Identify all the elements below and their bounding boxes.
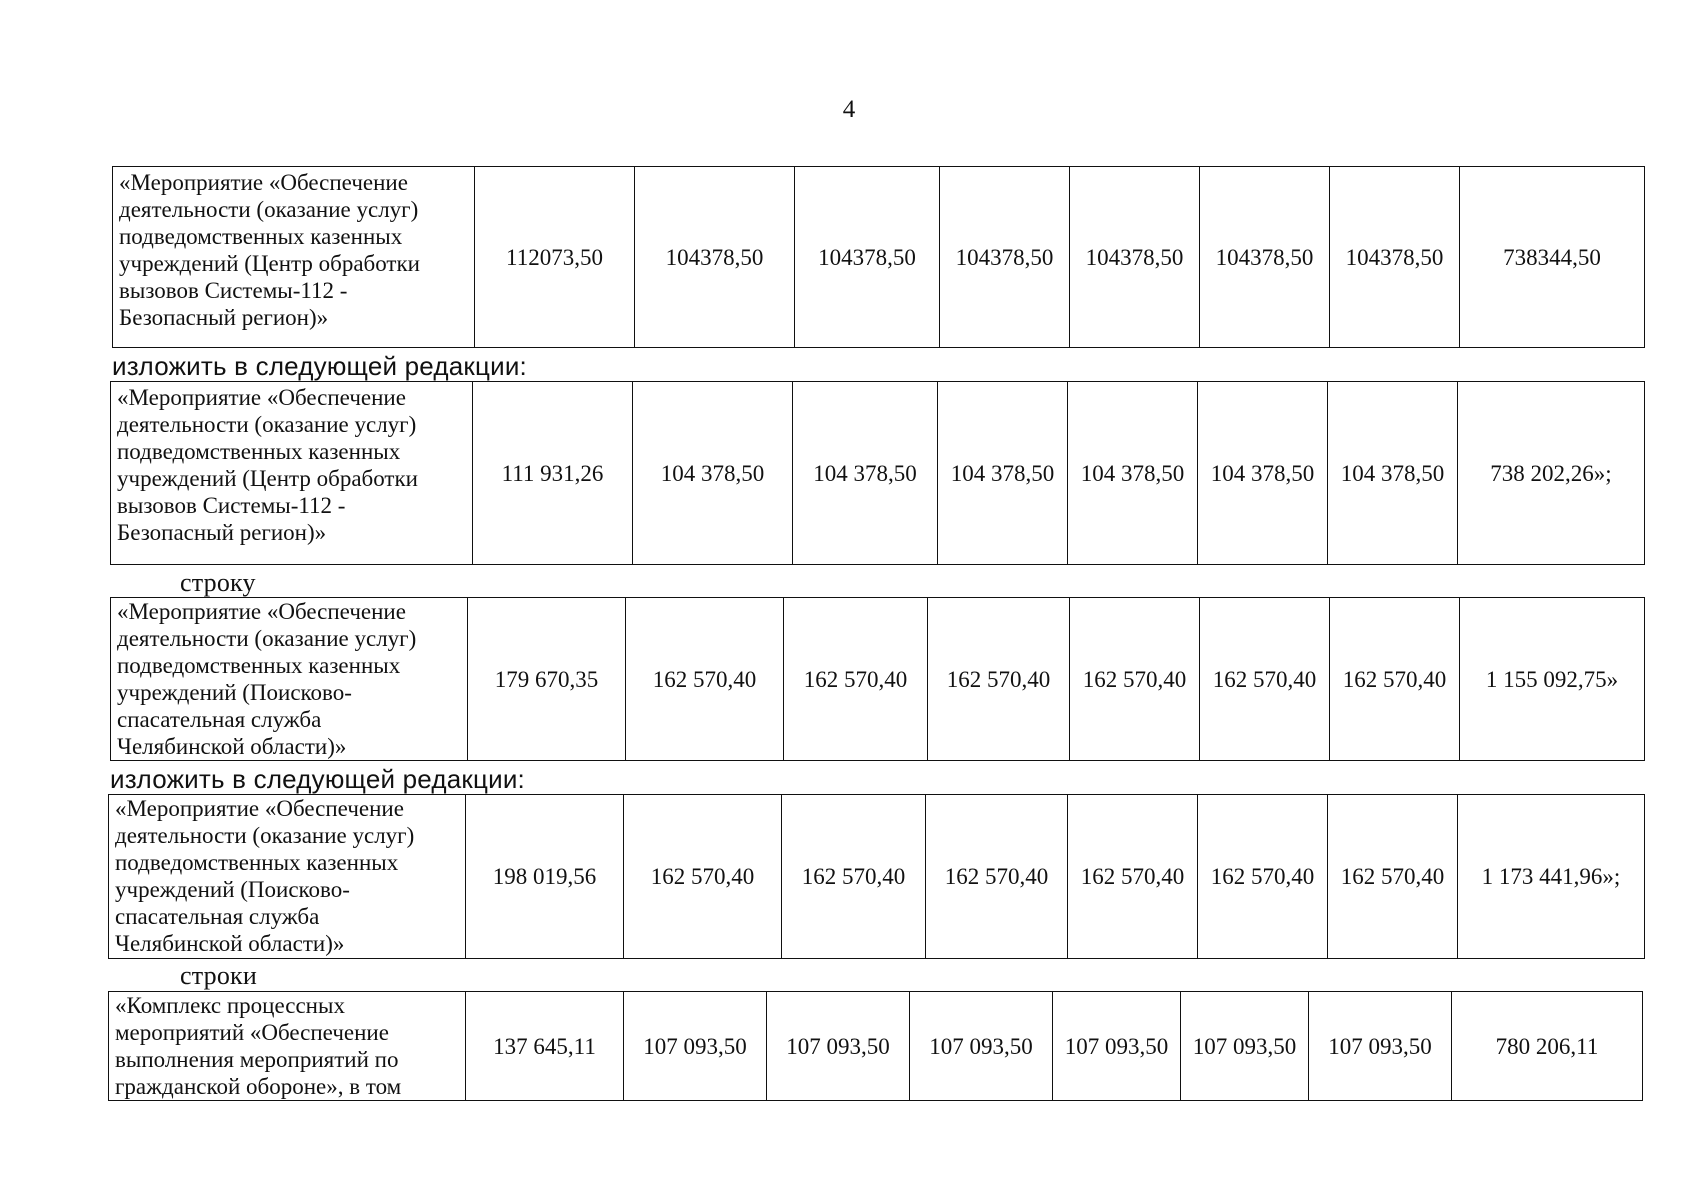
- page-number: 4: [842, 96, 856, 123]
- value-cell: 104378,50: [940, 167, 1070, 348]
- table-row-3: [110, 597, 1645, 761]
- value-cell: 162 570,40: [624, 795, 782, 959]
- value-cell: 162 570,40: [1328, 795, 1458, 959]
- label-line: Безопасный регион)»: [117, 520, 327, 545]
- row-label: [109, 992, 466, 1101]
- value-cell: 162 570,40: [926, 795, 1068, 959]
- label-line: вызовов Системы-112 -: [119, 278, 348, 303]
- total-cell: 738344,50: [1460, 167, 1645, 348]
- value-cell: 198 019,56: [466, 795, 624, 959]
- caption: изложить в следующей редакции:: [110, 764, 525, 794]
- value-cell: 104378,50: [1070, 167, 1200, 348]
- value-cell: 104378,50: [1200, 167, 1330, 348]
- label-line: учреждений (Центр обработки: [117, 466, 418, 491]
- value-cell: 112073,50: [475, 167, 635, 348]
- value-cell: 111 931,26: [473, 382, 633, 565]
- value-cell: 162 570,40: [626, 598, 784, 761]
- label-line: спасательная служба: [117, 707, 322, 732]
- value-cell: 162 570,40: [1198, 795, 1328, 959]
- caption: строки: [180, 961, 257, 990]
- value-cell: 104 378,50: [1328, 382, 1458, 565]
- value-cell: 104 378,50: [1198, 382, 1328, 565]
- total-cell: 1 155 092,75»: [1460, 598, 1645, 761]
- label-line: деятельности (оказание услуг): [115, 823, 415, 848]
- value-cell: 104378,50: [635, 167, 795, 348]
- label-line: учреждений (Центр обработки: [119, 251, 420, 276]
- label-line: «Комплекс процессных: [115, 993, 345, 1018]
- value-cell: 107 093,50: [767, 992, 910, 1101]
- label-line: «Мероприятие «Обеспечение: [117, 385, 406, 410]
- total-cell: 780 206,11: [1452, 992, 1643, 1101]
- label-line: мероприятий «Обеспечение: [115, 1020, 389, 1045]
- label-line: вызовов Системы-112 -: [117, 493, 346, 518]
- value-cell: 104 378,50: [938, 382, 1068, 565]
- value-cell: 179 670,35: [468, 598, 626, 761]
- value-cell: 107 093,50: [910, 992, 1053, 1101]
- value-cell: 137 645,11: [466, 992, 624, 1101]
- value-cell: 162 570,40: [1068, 795, 1198, 959]
- value-cell: 162 570,40: [784, 598, 928, 761]
- label-line: Челябинской области)»: [115, 931, 345, 956]
- value-cell: 162 570,40: [782, 795, 926, 959]
- value-cell: 107 093,50: [1053, 992, 1181, 1101]
- label-line: деятельности (оказание услуг): [117, 626, 417, 651]
- value-cell: 104378,50: [1330, 167, 1460, 348]
- row-label: [113, 167, 475, 348]
- table-row-5: [108, 991, 1643, 1101]
- label-line: спасательная служба: [115, 904, 320, 929]
- label-line: учреждений (Поисково-: [115, 877, 350, 902]
- label-line: подведомственных казенных: [119, 224, 403, 249]
- label-line: «Мероприятие «Обеспечение: [117, 599, 406, 624]
- value-cell: 104 378,50: [793, 382, 938, 565]
- table-row-4: [108, 794, 1645, 959]
- caption: изложить в следующей редакции:: [112, 351, 527, 381]
- label-line: подведомственных казенных: [117, 653, 401, 678]
- value-cell: 107 093,50: [1309, 992, 1452, 1101]
- value-cell: 107 093,50: [624, 992, 767, 1101]
- label-line: деятельности (оказание услуг): [119, 197, 419, 222]
- label-line: выполнения мероприятий по: [115, 1047, 399, 1072]
- row-label: [109, 795, 466, 959]
- caption: строку: [180, 568, 256, 597]
- total-cell: 738 202,26»;: [1458, 382, 1645, 565]
- label-line: подведомственных казенных: [115, 850, 399, 875]
- value-cell: 162 570,40: [928, 598, 1070, 761]
- total-cell: 1 173 441,96»;: [1458, 795, 1645, 959]
- label-line: учреждений (Поисково-: [117, 680, 352, 705]
- value-cell: 162 570,40: [1200, 598, 1330, 761]
- label-line: подведомственных казенных: [117, 439, 401, 464]
- label-line: деятельности (оказание услуг): [117, 412, 417, 437]
- value-cell: 162 570,40: [1070, 598, 1200, 761]
- label-line: Безопасный регион)»: [119, 305, 329, 330]
- value-cell: 104 378,50: [633, 382, 793, 565]
- table-row-1: [112, 166, 1645, 348]
- value-cell: 107 093,50: [1181, 992, 1309, 1101]
- value-cell: 162 570,40: [1330, 598, 1460, 761]
- label-line: «Мероприятие «Обеспечение: [115, 796, 404, 821]
- label-line: Челябинской области)»: [117, 734, 347, 759]
- value-cell: 104 378,50: [1068, 382, 1198, 565]
- table-row-2: [110, 381, 1645, 565]
- value-cell: 104378,50: [795, 167, 940, 348]
- label-line: «Мероприятие «Обеспечение: [119, 170, 408, 195]
- row-label: [111, 382, 473, 565]
- label-line: гражданской обороне», в том: [115, 1074, 402, 1099]
- row-label: [111, 598, 468, 761]
